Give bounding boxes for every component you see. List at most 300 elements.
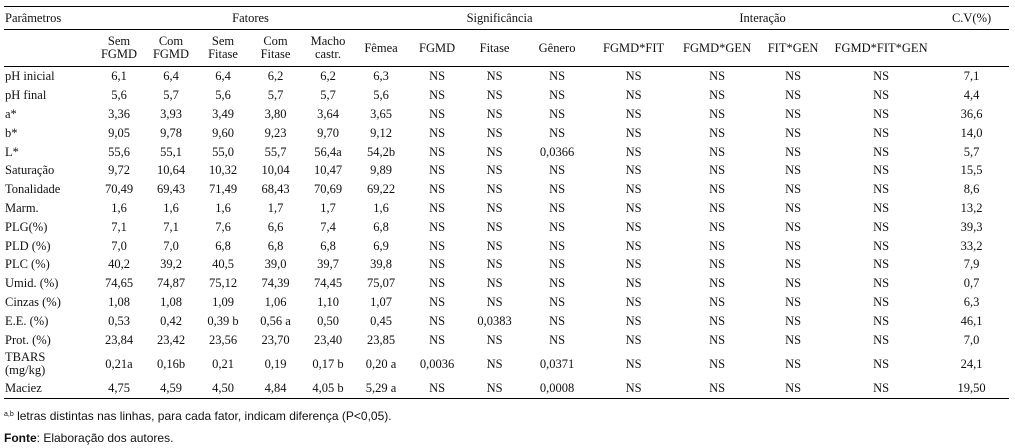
table-cell: 5,6 <box>215 88 231 103</box>
table-cell: 0,21a <box>105 356 133 371</box>
table-cell: NS <box>625 356 642 371</box>
table-cell: 0,56 a <box>260 313 291 328</box>
sub-header-cell <box>523 30 591 67</box>
table-cell: NS <box>625 257 642 272</box>
table-cell: NS <box>709 238 726 253</box>
table-cell: 5,7 <box>963 144 980 159</box>
table-cell: NS <box>785 313 802 328</box>
table-cell: 6,2 <box>320 69 336 84</box>
table-cell: 0,50 <box>317 313 339 328</box>
sub-header-cell <box>93 30 145 67</box>
table-cell: NS <box>785 276 802 291</box>
table-cell: 39,8 <box>370 257 392 272</box>
table-cell: NS <box>429 276 446 291</box>
table-cell: NS <box>709 276 726 291</box>
table-cell: NS <box>486 163 503 178</box>
table-cell: 7,0 <box>163 238 179 253</box>
table-cell: 70,69 <box>313 182 343 197</box>
table-cell: 1,10 <box>317 294 339 309</box>
table-cell: NS <box>549 219 566 234</box>
table-cell: 19,50 <box>934 379 1009 398</box>
table-cell: 0,0383 <box>477 313 512 328</box>
row-label: PLC (%) <box>5 257 50 272</box>
table-cell: 4,05 b <box>302 379 354 398</box>
table-cell: NS <box>785 163 802 178</box>
table-cell: NS <box>549 294 566 309</box>
table-cell: 6,4 <box>215 69 231 84</box>
table-cell: NS <box>549 276 566 291</box>
table-cell: NS <box>408 379 466 398</box>
footnote-text: letras distintas nas linhas, para cada fator, indicam diferença (P<0,05). <box>13 409 392 423</box>
table-cell: NS <box>429 313 446 328</box>
table-cell: 3,93 <box>160 106 182 121</box>
table-cell: 1,06 <box>264 294 287 309</box>
sub-header-line: Fitase <box>208 47 238 61</box>
table-cell: 3,36 <box>108 106 130 121</box>
source-note <box>4 431 173 445</box>
table-cell: 1,7 <box>267 200 284 215</box>
table-cell: 55,6 <box>108 144 130 159</box>
table-cell: NS <box>486 219 503 234</box>
sub-header-cell <box>466 30 523 67</box>
table-cell: NS <box>785 257 802 272</box>
table-cell: 23,85 <box>366 332 396 347</box>
table-cell: 0,0366 <box>539 144 575 159</box>
table-cell: 0,0008 <box>523 379 591 398</box>
table-cell: 5,6 <box>111 88 127 103</box>
table-cell: 39,2 <box>160 257 182 272</box>
table-cell: 7,1 <box>963 69 980 84</box>
row-label: Umid. (%) <box>5 276 59 291</box>
table-cell: 9,60 <box>212 125 234 140</box>
sub-header-line: castr. <box>314 47 342 61</box>
table-cell: 7,0 <box>963 332 980 347</box>
table-cell: NS <box>785 88 802 103</box>
sub-header-cell <box>302 30 354 67</box>
table-cell: 23,56 <box>208 332 238 347</box>
table-cell: 7,0 <box>111 238 127 253</box>
table-cell: NS <box>873 106 890 121</box>
table-cell: 0,21 <box>212 356 234 371</box>
sub-header-line: Sem <box>211 34 235 48</box>
table-cell: NS <box>429 294 446 309</box>
table-cell: 1,7 <box>320 200 336 215</box>
table-cell: NS <box>873 182 890 197</box>
table-cell: 5,7 <box>320 88 336 103</box>
table-cell: NS <box>549 88 566 103</box>
footnote-superscript: a,b <box>4 411 14 418</box>
table-cell: NS <box>549 200 566 215</box>
table-cell: NS <box>709 356 726 371</box>
table-cell: 39,0 <box>264 257 287 272</box>
table-cell: NS <box>429 69 446 84</box>
row-label: Marm. <box>5 200 39 215</box>
table-cell: NS <box>549 106 566 121</box>
table-cell: NS <box>486 106 503 121</box>
table-cell: NS <box>709 88 726 103</box>
param-header: Parâmetros <box>4 7 93 30</box>
table-cell: 0,53 <box>108 313 130 328</box>
table-cell: 1,08 <box>108 294 130 309</box>
table-row <box>4 86 1009 105</box>
table-cell: NS <box>873 276 890 291</box>
sub-header-cell <box>408 30 466 67</box>
table-cell: 10,64 <box>156 163 186 178</box>
table-cell: NS <box>625 182 642 197</box>
row-label: b* <box>5 125 18 140</box>
table-body <box>4 67 1009 399</box>
sub-header-line: FGMD <box>419 40 456 55</box>
sub-header-line: FGMD*FIT <box>603 40 665 55</box>
table-cell: NS <box>625 332 642 347</box>
table-cell: 71,49 <box>208 182 238 197</box>
table-cell: NS <box>625 163 642 178</box>
interacao-header: Interação <box>591 7 934 30</box>
table-cell: NS <box>785 106 802 121</box>
table-cell: NS <box>709 144 726 159</box>
table-cell: NS <box>785 219 802 234</box>
table-cell: NS <box>625 238 642 253</box>
row-label: pH inicial <box>5 69 55 84</box>
table-cell: 1,6 <box>163 200 179 215</box>
table-cell: NS <box>873 356 890 371</box>
table-cell: 7,6 <box>215 219 231 234</box>
table-cell: NS <box>625 125 642 140</box>
table-cell: 0,7 <box>963 276 980 291</box>
table-cell: NS <box>486 294 503 309</box>
table-cell: 39,3 <box>960 219 983 234</box>
table-cell: 9,05 <box>108 125 130 140</box>
table-cell: NS <box>873 238 890 253</box>
table-cell: 0,45 <box>370 313 392 328</box>
table-cell: NS <box>486 276 503 291</box>
table-cell: 74,45 <box>313 276 343 291</box>
table-cell: 7,9 <box>963 257 980 272</box>
table-cell: NS <box>486 238 503 253</box>
table-row <box>4 161 1009 180</box>
sub-header-line: FIT*GEN <box>767 40 819 55</box>
table-cell: 6,8 <box>373 219 389 234</box>
table-cell: NS <box>625 69 642 84</box>
table-cell: 0,39 b <box>207 313 239 328</box>
table-cell: 40,2 <box>108 257 130 272</box>
sub-header-line: Com <box>158 34 184 48</box>
table-cell: NS <box>429 257 446 272</box>
table-cell: NS <box>429 144 446 159</box>
table-cell: NS <box>709 200 726 215</box>
table-row <box>4 274 1009 293</box>
table-cell: 75,07 <box>366 276 396 291</box>
table-cell: NS <box>873 88 890 103</box>
table-cell: 9,78 <box>160 125 182 140</box>
table-cell: 54,2b <box>366 144 396 159</box>
row-label: Prot. (%) <box>5 332 51 347</box>
table-cell: 55,1 <box>160 144 182 159</box>
table-cell: NS <box>625 144 642 159</box>
sub-header-line: FGMD*GEN <box>683 40 752 55</box>
table-cell: 9,12 <box>370 125 392 140</box>
table-cell: 1,08 <box>160 294 182 309</box>
table-cell: NS <box>429 200 446 215</box>
table-cell: NS <box>873 294 890 309</box>
table-cell: NS <box>873 163 890 178</box>
table-cell: 23,42 <box>156 332 186 347</box>
table-cell: NS <box>429 163 446 178</box>
table-cell: NS <box>785 125 802 140</box>
table-cell: 10,32 <box>208 163 238 178</box>
table-cell: 0,19 <box>264 356 287 371</box>
table-cell: NS <box>709 69 726 84</box>
table-cell: NS <box>591 379 676 398</box>
table-cell: NS <box>785 144 802 159</box>
table-cell: NS <box>625 313 642 328</box>
row-label: PLG(%) <box>5 219 48 234</box>
table-cell: 0,17 b <box>312 356 344 371</box>
table-cell: NS <box>873 313 890 328</box>
row-label: Tonalidade <box>5 182 61 197</box>
table-cell: 1,09 <box>212 294 234 309</box>
table-cell: 10,04 <box>261 163 290 178</box>
table-cell: 23,70 <box>261 332 290 347</box>
table-row <box>4 217 1009 236</box>
table-row <box>4 330 1009 349</box>
table-cell: NS <box>828 379 934 398</box>
table-cell: NS <box>709 106 726 121</box>
table-cell: 1,07 <box>370 294 392 309</box>
source-label: Fonte <box>4 431 37 445</box>
table-cell: NS <box>549 69 566 84</box>
table-cell: 9,70 <box>317 125 339 140</box>
results-table <box>4 6 1009 399</box>
table-cell: 9,72 <box>108 163 130 178</box>
sub-header-line: Com <box>263 34 288 48</box>
table-cell: 9,23 <box>264 125 287 140</box>
table-cell: 15,5 <box>960 163 983 178</box>
table-cell: 4,59 <box>145 379 197 398</box>
table-header <box>4 7 1009 67</box>
table-cell: NS <box>549 257 566 272</box>
table-cell: NS <box>785 294 802 309</box>
table-cell: NS <box>709 125 726 140</box>
table-cell: 6,1 <box>111 69 127 84</box>
table-cell: 6,6 <box>267 219 284 234</box>
fatores-header: Fatores <box>93 7 408 30</box>
table-cell: 75,12 <box>208 276 238 291</box>
table-cell: NS <box>429 106 446 121</box>
table-cell: 0,42 <box>160 313 182 328</box>
table-cell: NS <box>486 144 503 159</box>
table-cell: NS <box>785 182 802 197</box>
table-cell: NS <box>486 69 503 84</box>
table-cell: NS <box>549 332 566 347</box>
table-cell: 4,84 <box>249 379 302 398</box>
sub-header-line: FGMD*FIT*GEN <box>834 40 928 55</box>
table-cell: NS <box>785 238 802 253</box>
table-cell: NS <box>625 200 642 215</box>
table-cell: 23,40 <box>313 332 343 347</box>
table-cell: NS <box>785 200 802 215</box>
table-cell: NS <box>873 200 890 215</box>
table-cell: NS <box>873 144 890 159</box>
table-cell: NS <box>466 379 523 398</box>
sub-header-cell <box>197 30 249 67</box>
table-row <box>4 236 1009 255</box>
table-cell: NS <box>873 219 890 234</box>
table-cell: NS <box>486 182 503 197</box>
table-cell: NS <box>785 356 802 371</box>
table-row <box>4 255 1009 274</box>
table-cell: NS <box>549 182 566 197</box>
table-cell: NS <box>429 238 446 253</box>
table-cell: 40,5 <box>212 257 234 272</box>
table-cell: NS <box>625 219 642 234</box>
sub-header-cell <box>145 30 197 67</box>
table-cell: 70,49 <box>104 182 134 197</box>
table-cell: NS <box>486 200 503 215</box>
table-cell: NS <box>486 88 503 103</box>
table-cell: 55,7 <box>264 144 287 159</box>
table-cell: NS <box>785 332 802 347</box>
table-cell: 39,7 <box>317 257 339 272</box>
table-row <box>4 293 1009 312</box>
table-cell: 5,6 <box>373 88 389 103</box>
sub-header-cell <box>758 30 828 67</box>
sub-header-cell <box>354 30 408 67</box>
table-cell: 68,43 <box>261 182 290 197</box>
row-label: Cinzas (%) <box>5 294 61 309</box>
table-row <box>4 123 1009 142</box>
table-cell: NS <box>785 69 802 84</box>
sub-header-line: FGMD <box>100 47 138 61</box>
table-cell: NS <box>709 182 726 197</box>
table-cell: 74,87 <box>156 276 186 291</box>
table-cell: NS <box>486 125 503 140</box>
table-cell: NS <box>625 294 642 309</box>
sub-header-line: Gênero <box>538 40 576 55</box>
table-cell: 1,6 <box>373 200 389 215</box>
table-cell: NS <box>429 219 446 234</box>
table-cell: 36,6 <box>960 106 983 121</box>
row-label: Saturação <box>5 163 55 178</box>
table-cell: NS <box>625 106 642 121</box>
row-label: L* <box>5 144 19 159</box>
table-cell: NS <box>486 356 503 371</box>
sub-header-line: Fitase <box>260 47 291 61</box>
table-row <box>4 349 1009 379</box>
table-cell: 74,39 <box>261 276 290 291</box>
table-cell: 5,7 <box>163 88 179 103</box>
table-cell: 3,80 <box>264 106 287 121</box>
sub-header-cell <box>828 30 934 67</box>
table-row <box>4 199 1009 218</box>
table-cell: 4,4 <box>963 88 980 103</box>
table-cell: NS <box>429 182 446 197</box>
sub-header-empty <box>934 30 1009 67</box>
table-cell: 4,75 <box>93 379 145 398</box>
sub-header-line: Fêmea <box>364 40 398 55</box>
table-cell: NS <box>709 294 726 309</box>
row-label: PLD (%) <box>5 238 51 253</box>
table-cell: 3,65 <box>370 106 392 121</box>
table-cell: 14,0 <box>960 125 983 140</box>
table-cell: NS <box>709 219 726 234</box>
row-label: TBARS (mg/kg) <box>5 350 46 377</box>
table-cell: 46,1 <box>960 313 983 328</box>
table-cell: NS <box>486 332 503 347</box>
table-cell: 3,49 <box>212 106 234 121</box>
table-cell: 10,47 <box>313 163 343 178</box>
table-cell: NS <box>549 125 566 140</box>
table-row <box>4 180 1009 199</box>
table-cell: 33,2 <box>960 238 983 253</box>
table-cell: 69,22 <box>366 182 396 197</box>
row-label: Maciez <box>4 379 93 398</box>
row-label: E.E. (%) <box>5 313 49 328</box>
table-cell: 6,3 <box>963 294 980 309</box>
sub-header-cell <box>249 30 302 67</box>
cv-header: C.V(%) <box>934 7 1009 30</box>
table-cell: NS <box>758 379 828 398</box>
table-cell: 1,6 <box>215 200 231 215</box>
table-cell: 9,89 <box>370 163 392 178</box>
table-cell: 6,8 <box>320 238 336 253</box>
table-cell: 6,9 <box>373 238 389 253</box>
table-cell: NS <box>873 125 890 140</box>
table-cell: 24,1 <box>960 356 983 371</box>
source-text: : Elaboração dos autores. <box>36 431 174 445</box>
table-cell: NS <box>429 125 446 140</box>
table-cell: 13,2 <box>960 200 983 215</box>
table-cell: 7,1 <box>163 219 179 234</box>
table-cell: 4,50 <box>197 379 249 398</box>
table-cell: NS <box>625 276 642 291</box>
sub-header-cell <box>591 30 676 67</box>
table-cell: NS <box>709 332 726 347</box>
table-cell: NS <box>429 88 446 103</box>
table-cell: 74,65 <box>104 276 134 291</box>
table-cell: NS <box>676 379 758 398</box>
table-cell: NS <box>873 257 890 272</box>
sub-header-row <box>4 30 1009 67</box>
table-cell: NS <box>873 69 890 84</box>
significancia-header: Significância <box>408 7 591 30</box>
table-cell: 5,29 a <box>354 379 408 398</box>
table-cell: 5,7 <box>267 88 284 103</box>
sub-header-line: Macho <box>310 34 346 48</box>
table-row <box>4 67 1009 86</box>
group-header-row <box>4 7 1009 30</box>
table-cell: 0,0371 <box>539 356 575 371</box>
table-cell: NS <box>429 332 446 347</box>
table-cell: 23,84 <box>104 332 134 347</box>
table-cell: 6,3 <box>373 69 389 84</box>
table-cell: NS <box>873 332 890 347</box>
table-cell: 69,43 <box>156 182 186 197</box>
sub-header-cell <box>676 30 758 67</box>
table-cell: 6,8 <box>215 238 231 253</box>
table-cell: 55,0 <box>212 144 234 159</box>
table-cell: 3,64 <box>317 106 339 121</box>
table-row <box>4 311 1009 330</box>
table-cell: 7,1 <box>111 219 127 234</box>
table-cell: 6,4 <box>163 69 179 84</box>
table-cell: NS <box>549 313 566 328</box>
table-cell: 0,20 a <box>365 356 397 371</box>
table-cell: 0,0036 <box>419 356 455 371</box>
table-cell: 6,2 <box>267 69 284 84</box>
table-row <box>4 379 1009 398</box>
table-cell: 7,4 <box>320 219 336 234</box>
